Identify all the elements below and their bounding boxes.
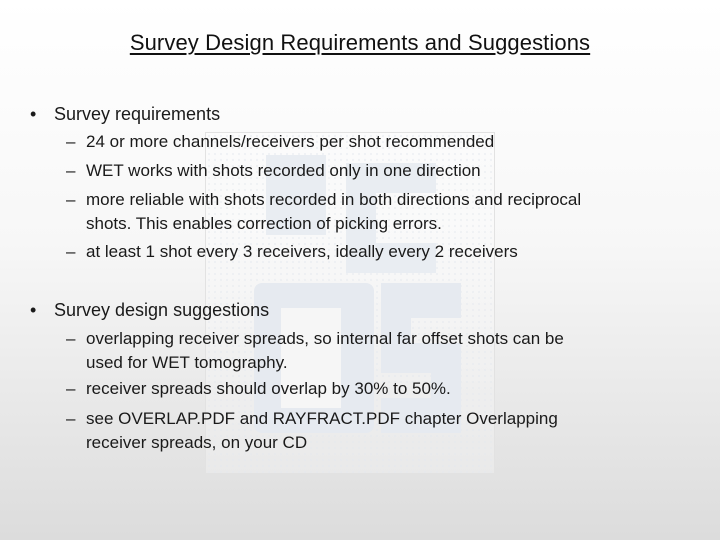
bullet-heading: Survey requirements: [54, 104, 221, 124]
bullet-heading-row: [0, 298, 720, 322]
sub-item: [86, 377, 686, 401]
slide-title: Survey Design Requirements and Suggestions: [129, 30, 591, 55]
dash-mark: –: [66, 329, 76, 348]
sub-item-line: at least 1 shot every 3 receivers, ideally every 2 receivers: [86, 242, 518, 261]
sub-item-line: more reliable with shots recorded in both directions and reciprocal: [86, 190, 582, 209]
bullet-heading-row: [0, 102, 720, 126]
dash-mark: –: [66, 132, 76, 151]
bullet-heading: Survey design suggestions: [54, 300, 270, 320]
sub-item: [86, 130, 686, 154]
dash-mark: –: [66, 161, 76, 180]
sub-item-line: receiver spreads, on your CD: [86, 433, 308, 452]
sub-item: [86, 240, 686, 264]
bullet-mark: •: [30, 104, 37, 124]
sub-item-line: overlapping receiver spreads, so internal far offset shots can be: [86, 329, 564, 348]
dash-mark: –: [66, 242, 76, 261]
dash-mark: –: [66, 409, 76, 428]
dash-mark: –: [66, 379, 76, 398]
sub-item: [86, 159, 686, 183]
bullet-mark: •: [30, 300, 37, 320]
sub-item: [86, 188, 686, 236]
sub-item: [86, 327, 686, 375]
sub-item-line: shots. This enables correction of picking errors.: [86, 214, 442, 233]
dash-mark: –: [66, 190, 76, 209]
sub-item-line: see OVERLAP.PDF and RAYFRACT.PDF chapter Overlapping: [86, 409, 558, 428]
sub-item-line: 24 or more channels/receivers per shot recommended: [86, 132, 495, 151]
sub-item: [86, 407, 686, 455]
sub-item-line: receiver spreads should overlap by 30% to 50%.: [86, 379, 451, 398]
sub-item-line: WET works with shots recorded only in one direction: [86, 161, 481, 180]
sub-item-line: used for WET tomography.: [86, 353, 288, 372]
